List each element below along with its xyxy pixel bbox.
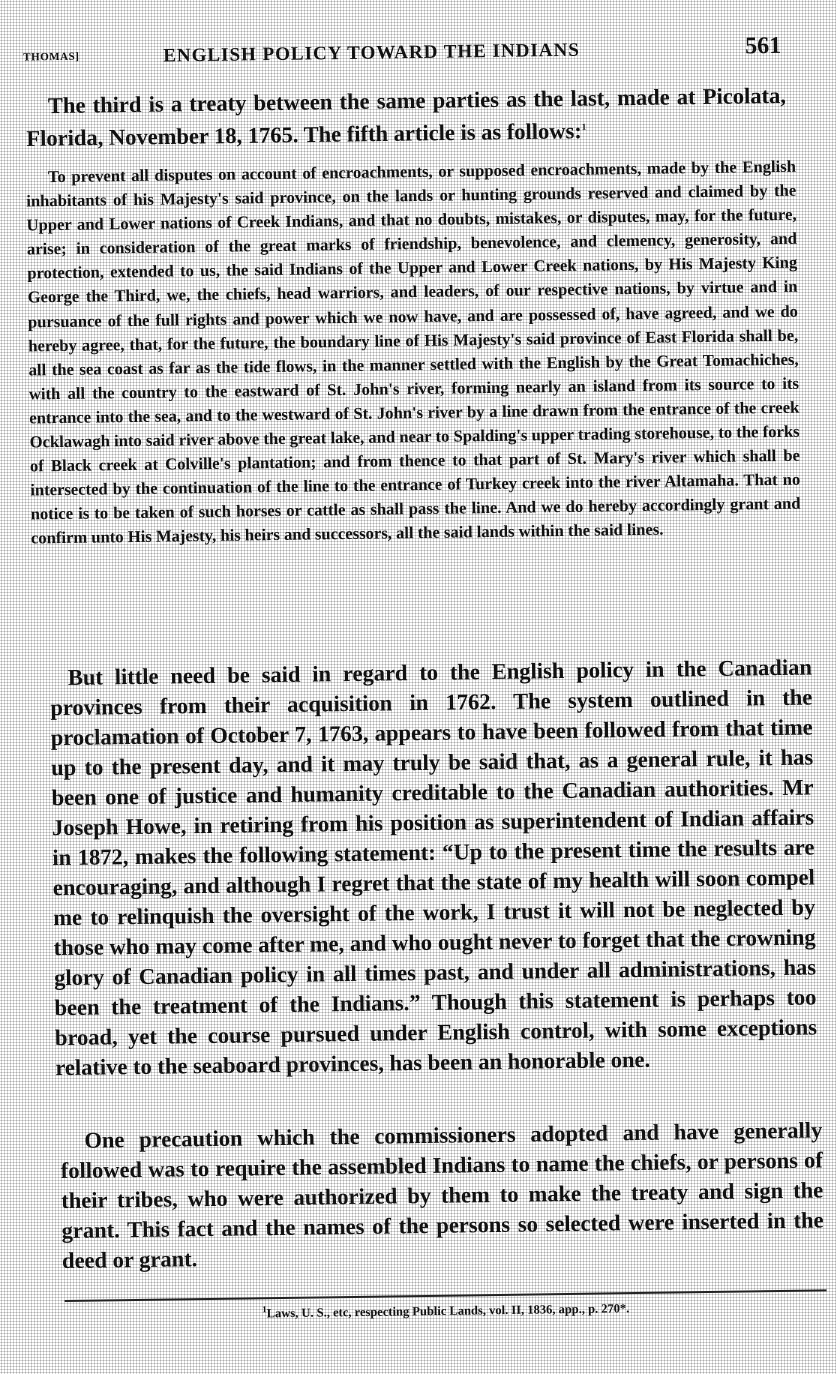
footnote-marker: 1 — [262, 1304, 267, 1315]
treaty-quotation: To prevent all disputes on account of encroachments, or supposed encroachments, made by the English inhabitants of his Majesty's said province, on the lands or hunting grounds reserved and claimed by the Upper and Lower nations of Creek Indians, and that no doubts, mistakes, or disputes, may, for the future, arise; in consideration of the great marks of friendship, benevolence, and clemency, generosity, and protection, extended to us, the said Indians of the Upper and Lower Creek nations, by His Majesty King George the Third, we, the chiefs, head warriors, and leaders, of our respective nations, by virtue and in pursuance of the full rights and power which we now have, and are possessed of, have agreed, and we do hereby agree, that, for the future, the boundary line of His Majesty's said province of East Florida shall be, all the sea coast as far as the tide flows, in the manner settled with the English by the Great Tomachiches, with all the country to the eastward of St. John's river, forming nearly an island from its source to its entrance into the sea, and to the westward of St. John's river by a line drawn from the entrance of the creek Ocklawagh into said river above the great lake, and near to Spalding's upper trading storehouse, to the forks of Black creek at Colville's plantation; and from thence to that part of St. Mary's river which shall be intersected by the continuation of the line to the entrance of Turkey creek into the river Altamaha. That no notice is to be taken of such horses or cattle as shall pass the line. And we do hereby accordingly grant and confirm unto His Majesty, his heirs and successors, all the said lands within the said lines. — [26, 156, 801, 548]
body-paragraph-precaution: One precaution which the commissioners adopted and have generally followed was to require the assembled Indians to name the chiefs, or persons of their tribes, who were authorized by them to make the treaty and sign the grant. This fact and the names of the persons so selected were inserted in the deed or grant. — [60, 1117, 824, 1274]
running-head-author: THOMAS] — [23, 50, 80, 64]
footnote-text: Laws, U. S., etc, respecting Public Lands, vol. II, 1836, app., p. 270*. — [266, 1301, 630, 1321]
running-head-title: ENGLISH POLICY TOWARD THE INDIANS — [163, 39, 580, 67]
running-head — [23, 33, 781, 74]
page-number: 561 — [745, 32, 782, 60]
body-paragraph-canadian-policy: But little need be said in regard to the English policy in the Canadian provinces from their acquisition in 1762. The system outlined in the proclamation of October 7, 1763, appears to have been followed from that time up to the present day, and it may truly be said that, as a general rule, it has been one of justice and humanity creditable to the Canadian authorities. Mr Joseph Howe, in retiring from his position as superintendent of Indian affairs in 1872, makes the following statement: “Up to the present time the results are encouraging, and although I regret that the state of my health will soon compel me to relinquish the oversight of the work, I trust it will not be neglected by those who may come after me, and who ought never to forget that the crowning glory of Canadian policy in all times past, and under all administrations, has been the treatment of the Indians.” Though this statement is perhaps too broad, yet the course pursued under English control, with some exceptions relative to the seaboard provinces, has been an honorable one. — [50, 654, 818, 1081]
intro-text: The third is a treaty between the same parties as the last, made at Picolata, Florida, November 18, 1765. The fifth article is as follows: — [26, 82, 787, 151]
footnote — [65, 1296, 827, 1324]
intro-footnote-marker: 1 — [581, 121, 587, 132]
intro-paragraph — [26, 81, 787, 153]
